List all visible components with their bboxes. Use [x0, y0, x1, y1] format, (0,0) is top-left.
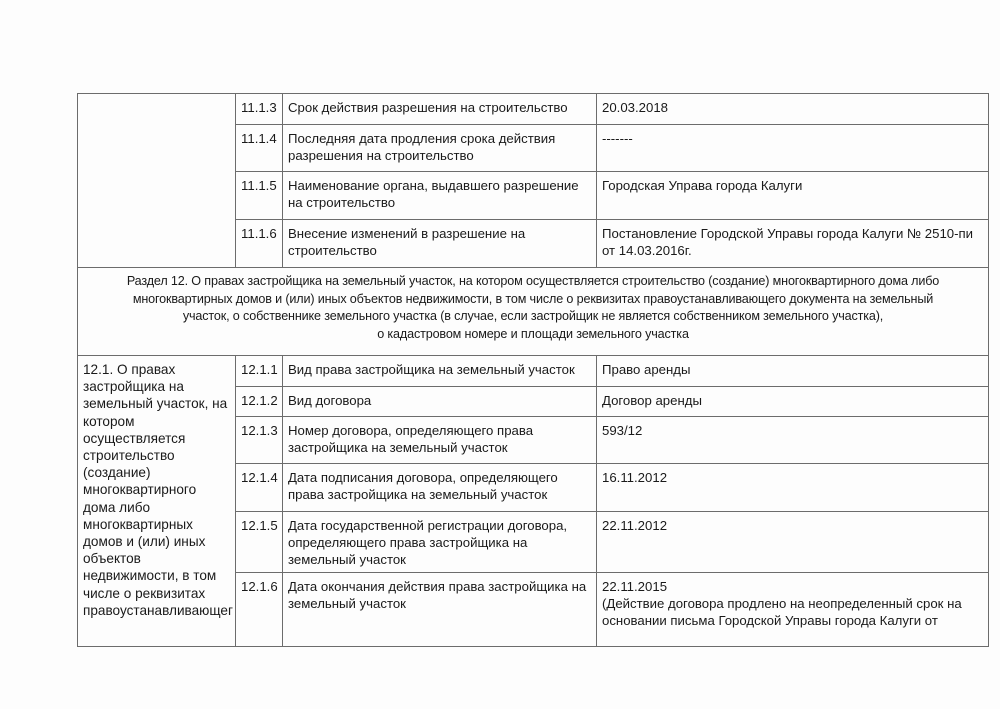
- item-label: Вид права застройщика на земельный участок: [283, 356, 597, 387]
- item-label: Наименование органа, выдавшего разрешение на строительство: [283, 172, 597, 220]
- item-number: 12.1.2: [236, 387, 283, 417]
- table-row: [78, 94, 989, 125]
- item-number: 11.1.3: [236, 94, 283, 125]
- item-value: Постановление Городской Управы города Калуги № 2510-пи от 14.03.2016г.: [597, 220, 989, 268]
- item-value: [597, 573, 989, 647]
- item-number: 12.1.6: [236, 573, 283, 647]
- section-header-line: многоквартирных домов и (или) иных объектов недвижимости, в том числе о реквизитах правоустанавливающего документа на земельный: [132, 291, 934, 306]
- item-label: Дата государственной регистрации договора, определяющего права застройщика на земельный участок: [283, 512, 597, 573]
- item-value: 20.03.2018: [597, 94, 989, 125]
- item-value: Договор аренды: [597, 387, 989, 417]
- item-number: 12.1.4: [236, 464, 283, 512]
- item-label: Номер договора, определяющего права застройщика на земельный участок: [283, 417, 597, 464]
- item-label: Срок действия разрешения на строительство: [283, 94, 597, 125]
- item-value: 593/12: [597, 417, 989, 464]
- section-header-line: Раздел 12. О правах застройщика на земельный участок, на котором осуществляется строительство (создание) многоквартирного дома либо: [126, 274, 940, 288]
- section-header-line: участок, о собственнике земельного участка (в случае, если застройщик не является собственником земельного участка),: [182, 309, 884, 323]
- section-header-line: о кадастровом номере и площади земельного участка: [377, 326, 689, 341]
- item-label: Внесение изменений в разрешение на строительство: [283, 220, 597, 268]
- item-value-date: 22.11.2015: [602, 579, 668, 594]
- item-value-note: (Действие договора продлено на неопределенный срок на основании письма Городской Управы города Калуги от: [602, 596, 962, 628]
- item-value: Городская Управа города Калуги: [597, 172, 989, 220]
- item-number: 11.1.6: [236, 220, 283, 268]
- item-number: 12.1.5: [236, 512, 283, 573]
- item-value: 22.11.2012: [597, 512, 989, 573]
- table-row: [78, 356, 989, 387]
- section-header-row: [78, 268, 989, 356]
- item-label: Последняя дата продления срока действия разрешения на строительство: [283, 125, 597, 172]
- item-number: 12.1.3: [236, 417, 283, 464]
- item-label: Вид договора: [283, 387, 597, 417]
- item-value: 16.11.2012: [597, 464, 989, 512]
- item-value: -------: [597, 125, 989, 172]
- item-label: Дата окончания действия права застройщика на земельный участок: [283, 573, 597, 647]
- item-number: 11.1.5: [236, 172, 283, 220]
- empty-subsection-cell: [78, 94, 236, 268]
- subsection-12-1-title: 12.1. О правах застройщика на земельный участок, на котором осуществляется строительство (создание) многоквартирного дома либо многоквартирных домов и (или) иных объектов недвижимости, в том числе о реквизитах правоустанавливающег: [78, 356, 236, 647]
- section-12-header: [78, 268, 989, 356]
- developer-declaration-table: [77, 93, 989, 647]
- item-number: 11.1.4: [236, 125, 283, 172]
- item-number: 12.1.1: [236, 356, 283, 387]
- item-value: Право аренды: [597, 356, 989, 387]
- item-label: Дата подписания договора, определяющего права застройщика на земельный участок: [283, 464, 597, 512]
